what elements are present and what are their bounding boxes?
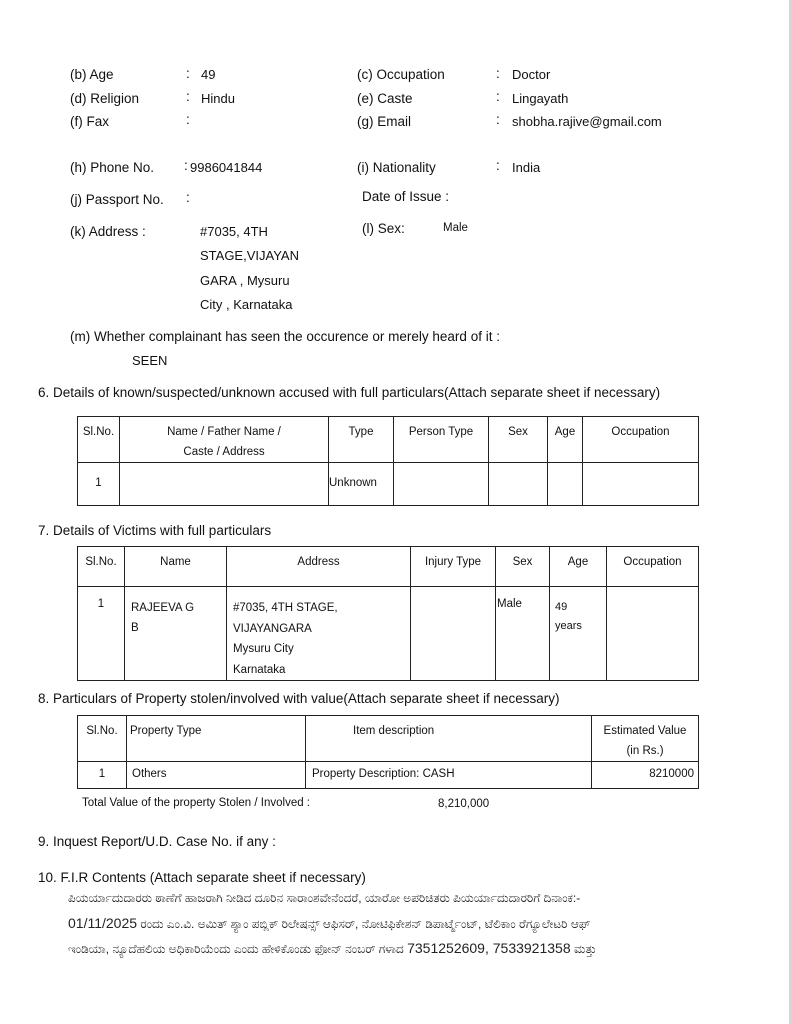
- religion-value: Hindu: [201, 91, 235, 106]
- cell-person-type: [394, 463, 489, 506]
- table-row: [78, 463, 699, 506]
- cell-address: #7035, 4TH STAGE, VIJAYANGARA Mysuru City Karnataka: [227, 587, 411, 681]
- sex-value: Male: [443, 222, 468, 234]
- colon: :: [496, 66, 500, 81]
- header-person-type: Person Type: [394, 417, 489, 463]
- age-value: 49: [201, 67, 216, 82]
- address-label: (k) Address :: [70, 224, 146, 239]
- seen-or-heard-value: SEEN: [132, 353, 168, 368]
- section-8-title: 8. Particulars of Property stolen/involved with value(Attach separate sheet if necessary): [38, 691, 560, 706]
- header-type: Type: [329, 417, 394, 463]
- cell-sl: 1: [78, 587, 125, 681]
- sex-label: (l) Sex:: [362, 221, 405, 236]
- header-occupation: Occupation: [583, 417, 699, 463]
- caste-label: (e) Caste: [357, 91, 413, 106]
- header-item-description: Item description: [306, 716, 592, 762]
- cell-sex: Male: [496, 587, 550, 681]
- cell-sl: 1: [78, 762, 127, 789]
- header-injury-type: Injury Type: [411, 547, 496, 587]
- cell-occupation: [583, 463, 699, 506]
- total-value-label: Total Value of the property Stolen / Involved :: [82, 797, 311, 809]
- section-9-title: 9. Inquest Report/U.D. Case No. if any :: [38, 834, 276, 849]
- cell-property-type: Others: [127, 762, 306, 789]
- address-line-4: City , Karnataka: [200, 297, 293, 312]
- colon: :: [186, 112, 190, 127]
- header-name: Name / Father Name / Caste / Address: [120, 417, 329, 463]
- cell-name: RAJEEVA G B: [125, 587, 227, 681]
- caste-value: Lingayath: [512, 91, 569, 106]
- cell-type: Unknown: [329, 463, 394, 506]
- section-6-title: 6. Details of known/suspected/unknown accused with full particulars(Attach separate sheet if necessary): [38, 385, 661, 400]
- cell-age: [548, 463, 583, 506]
- cell-sl: 1: [78, 463, 120, 506]
- nationality-value: India: [512, 160, 541, 175]
- fir-content-line-3: ಇಂಡಿಯಾ, ನ್ಯೂದೆಹಲಿಯ ಅಧಿಕಾರಿಯೆಂದು ಎಂದು ಹೇಳಿಕೊಂಡು ಫೋನ್ ನಂಬರ್ ಗಳಾದ 7351252609, 7533921358 ಮತ್ತು: [68, 940, 597, 956]
- seen-or-heard-label: (m) Whether complainant has seen the occurence or merely heard of it :: [70, 329, 500, 344]
- colon: :: [496, 158, 500, 173]
- cell-occupation: [607, 587, 699, 681]
- header-age: Age: [550, 547, 607, 587]
- colon: :: [496, 112, 500, 127]
- colon: :: [186, 66, 190, 81]
- fir-content-line-1: ಪಿಯರ್ಯಾದುದಾರರು ಠಾಣೆಗೆ ಹಾಜರಾಗಿ ನೀಡಿದ ದೂರಿನ ಸಾರಾಂಶವೇನೆಂದರೆ, ಯಾರೋ ಅಪರಿಚಿತರು ಪಿಯರ್ಯಾದುದಾರರಿಗೆ ದಿನಾಂಕ:-: [68, 891, 581, 905]
- table-row: [78, 587, 699, 681]
- accused-table: [77, 416, 699, 506]
- age-label: (b) Age: [70, 67, 114, 82]
- fax-label: (f) Fax: [70, 114, 109, 129]
- colon: :: [184, 158, 188, 173]
- occupation-value: Doctor: [512, 67, 551, 82]
- address-line-1: #7035, 4TH: [200, 224, 268, 239]
- cell-item-description: Property Description: CASH: [306, 762, 592, 789]
- email-value: shobha.rajive@gmail.com: [512, 114, 662, 129]
- cell-estimated-value: 8210000: [592, 762, 699, 789]
- header-property-type: Property Type: [127, 716, 306, 762]
- header-age: Age: [548, 417, 583, 463]
- victims-table: [77, 546, 699, 681]
- header-sl-no: Sl.No.: [78, 547, 125, 587]
- cell-name: [120, 463, 329, 506]
- section-10-title: 10. F.I.R Contents (Attach separate sheet if necessary): [38, 870, 366, 885]
- occupation-label: (c) Occupation: [357, 67, 445, 82]
- header-name: Name: [125, 547, 227, 587]
- phone-value: 9986041844: [190, 160, 263, 175]
- date-of-issue-label: Date of Issue :: [362, 189, 450, 204]
- header-sex: Sex: [489, 417, 548, 463]
- colon: :: [496, 89, 500, 104]
- passport-label: (j) Passport No.: [70, 192, 164, 207]
- header-sl-no: Sl.No.: [78, 716, 127, 762]
- colon: :: [186, 89, 190, 104]
- header-address: Address: [227, 547, 411, 587]
- nationality-label: (i) Nationality: [357, 160, 436, 175]
- cell-sex: [489, 463, 548, 506]
- fir-content-line-2: 01/11/2025 ರಂದು ಎಂ.ವಿ. ಅಮಿತ್ ಶ್ಯಾಂ ಪಬ್ಲಿಕ್ ರಿಲೇಷನ್ಸ್ ಆಫಿಸರ್, ನೋಟಿಫಿಕೇಶನ್ ಡಿಪಾರ್ಟ್ಮೆಂಟ್, ಟೆಲಿಕಾಂ ರೆಗ್ಯೂಲೇಟರಿ ಆಫ್: [68, 915, 591, 931]
- address-line-3: GARA , Mysuru: [200, 273, 290, 288]
- header-estimated-value: Estimated Value (in Rs.): [592, 716, 699, 762]
- property-table: [77, 715, 699, 789]
- religion-label: (d) Religion: [70, 91, 140, 106]
- email-label: (g) Email: [357, 114, 412, 129]
- table-row: [78, 762, 699, 789]
- cell-injury-type: [411, 587, 496, 681]
- phone-label: (h) Phone No.: [70, 160, 155, 175]
- header-sl-no: Sl.No.: [78, 417, 120, 463]
- cell-age: 49 years: [550, 587, 607, 681]
- section-7-title: 7. Details of Victims with full particulars: [38, 523, 272, 538]
- header-sex: Sex: [496, 547, 550, 587]
- total-value: 8,210,000: [438, 798, 490, 810]
- header-occupation: Occupation: [607, 547, 699, 587]
- colon: :: [186, 190, 190, 205]
- address-line-2: STAGE,VIJAYAN: [200, 248, 299, 263]
